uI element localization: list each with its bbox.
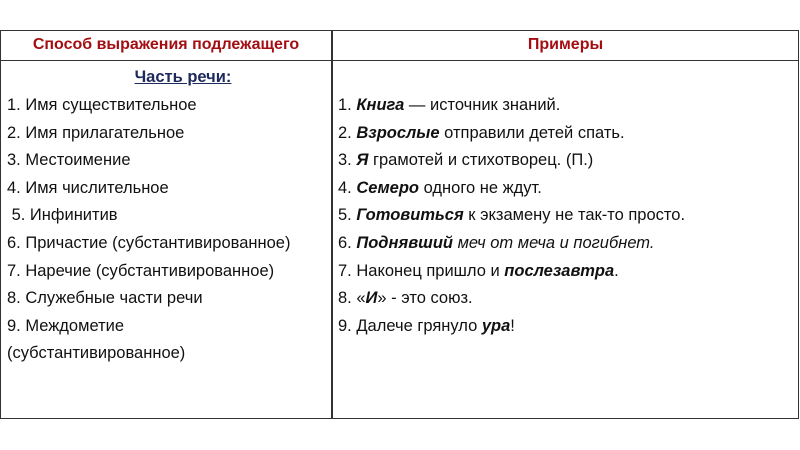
list-item: 1. Имя существительное: [7, 96, 197, 114]
example-rest: меч от меча и погибнет.: [452, 233, 655, 252]
example-rest: отправили детей спать.: [439, 123, 625, 142]
parts-of-speech-heading: Часть речи:: [134, 68, 232, 86]
example-rest: к экзамену не так-то просто.: [463, 206, 686, 225]
example-line: [338, 230, 793, 258]
list-item-continuation: (субстантивированное): [7, 344, 186, 363]
example-subject: Готовиться: [356, 206, 464, 225]
header-examples: Примеры: [527, 36, 604, 53]
list-item: 6. Причастие (субстантивированное): [7, 233, 291, 252]
example-number: 3.: [338, 151, 357, 170]
table-header-row: [1, 31, 798, 61]
example-number: 7.: [338, 261, 357, 280]
example-line: [338, 258, 793, 286]
example-rest: !: [510, 316, 515, 335]
header-method: Способ выражения подлежащего: [32, 36, 300, 53]
example-line: [338, 313, 793, 341]
example-line: [338, 285, 793, 313]
example-subject: Семеро: [356, 178, 419, 197]
list-item: 4. Имя числительное: [7, 178, 169, 197]
example-subject: ура: [481, 316, 511, 335]
example-number: 2.: [338, 123, 357, 142]
list-item: 3. Местоимение: [7, 151, 131, 170]
example-subject: Я: [356, 151, 369, 170]
spacer: [338, 64, 793, 92]
example-number: 5.: [338, 206, 357, 225]
example-number: 8.: [338, 289, 357, 308]
example-rest: одного не ждут.: [419, 178, 542, 197]
list-item: 7. Наречие (субстантивированное): [7, 261, 275, 280]
example-rest: грамотей и стихотворец. (П.): [368, 151, 594, 170]
example-subject: Книга: [356, 96, 405, 114]
example-subject: Взрослые: [356, 123, 440, 142]
example-line: [338, 175, 793, 203]
example-number: 4.: [338, 178, 357, 197]
example-line: [338, 202, 793, 230]
list-item: 2. Имя прилагательное: [7, 123, 185, 142]
list-item: 8. Служебные части речи: [7, 289, 203, 308]
example-prefix: Далече грянуло: [356, 316, 482, 335]
example-subject: И: [365, 289, 378, 308]
example-line: [338, 92, 793, 120]
example-number: 1.: [338, 96, 357, 114]
example-rest: — источник знаний.: [404, 96, 561, 114]
example-rest: .: [614, 261, 619, 280]
parts-of-speech-column: [7, 64, 329, 368]
example-subject: послезавтра: [504, 261, 615, 280]
example-number: 9.: [338, 316, 357, 335]
list-item: 9. Междометие: [7, 316, 125, 335]
example-line: [338, 120, 793, 148]
list-item: 5. Инфинитив: [7, 206, 118, 225]
subject-expression-table: [0, 30, 799, 419]
examples-column: [338, 64, 793, 340]
example-rest: » - это союз.: [377, 289, 473, 308]
example-number: 6.: [338, 233, 357, 252]
example-prefix: «: [356, 289, 366, 308]
example-subject: Поднявший: [356, 233, 453, 252]
example-line: [338, 147, 793, 175]
column-divider: [331, 31, 333, 418]
example-prefix: Наконец пришло и: [356, 261, 505, 280]
